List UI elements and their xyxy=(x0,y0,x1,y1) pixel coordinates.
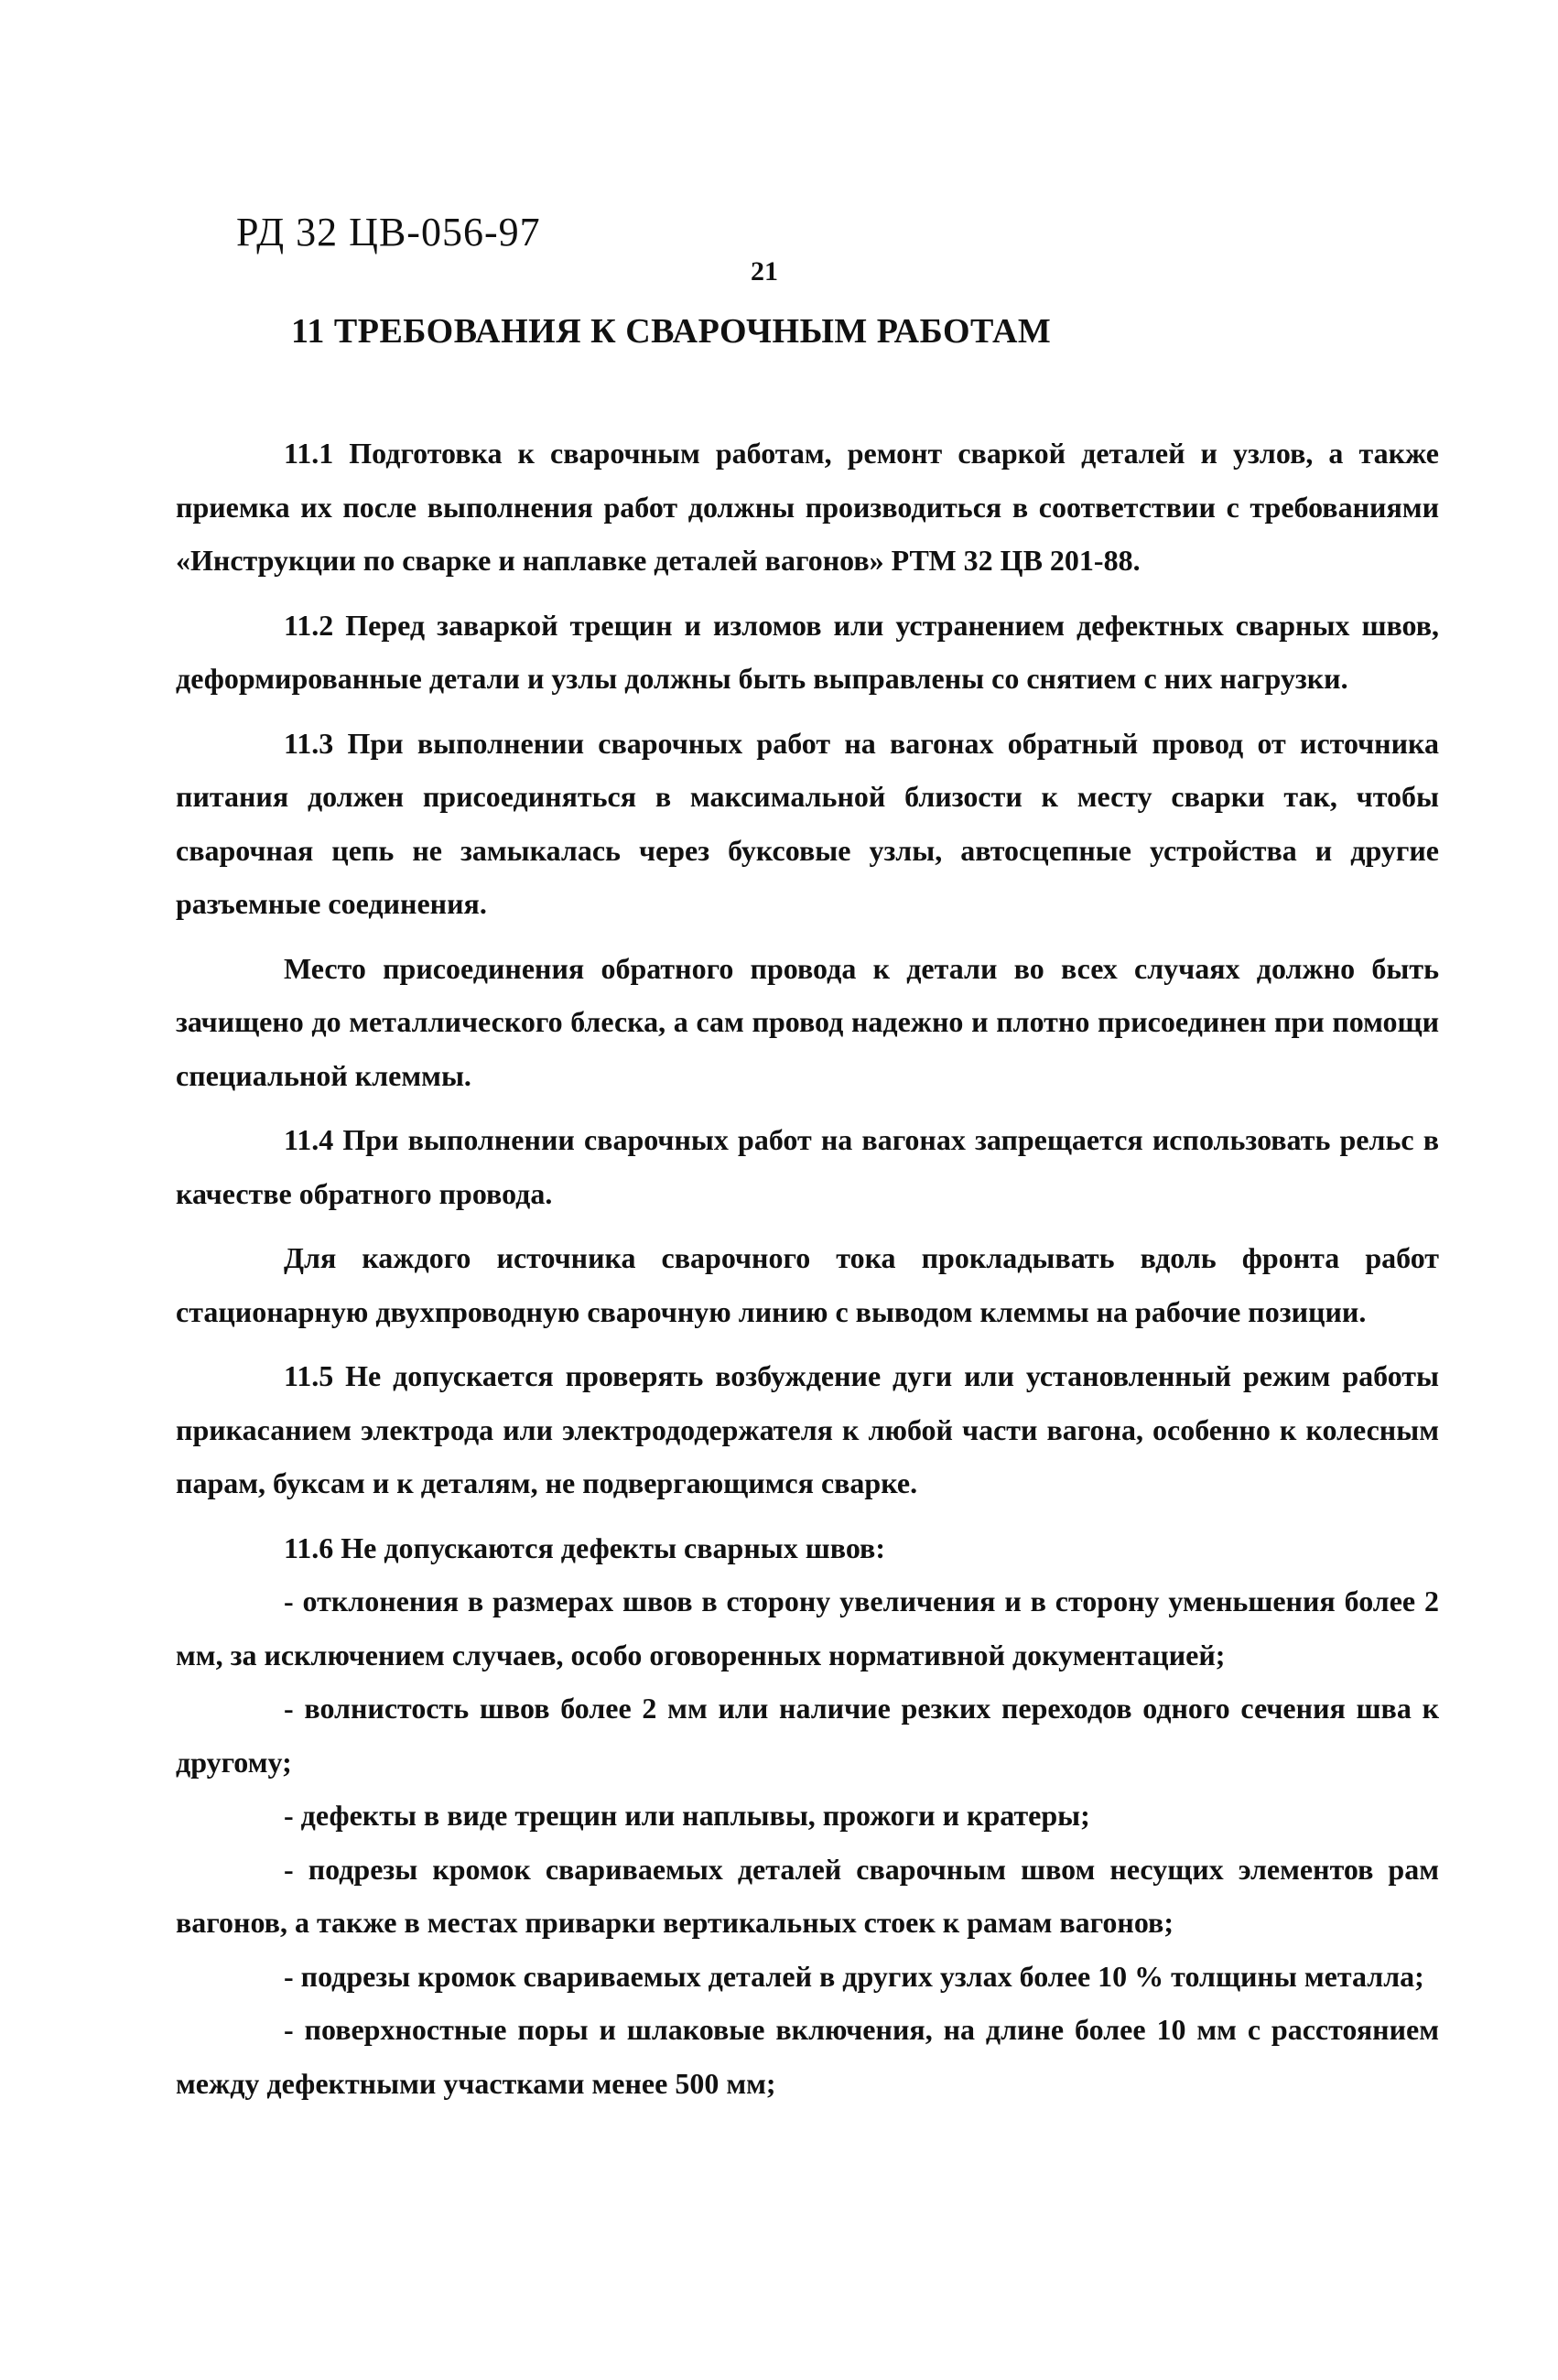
paragraph-11-3: 11.3 При выполнении сварочных работ на вагонах обратный провод от источника питания должен присоединяться в максимальной близости к месту сварки так, чтобы сварочная цепь не замыкалась через буксовые узлы, автосцепные устройства и другие разъемные соединения. xyxy=(176,726,1439,920)
list-item: - дефекты в виде трещин или наплывы, прожоги и кратеры; xyxy=(284,1799,1090,1832)
paragraph-11-3-continued: Место присоединения обратного провода к детали во всех случаях должно быть зачищено до металлического блеска, а сам провод надежно и плотно присоединен при помощи специальной клеммы. xyxy=(176,951,1439,1092)
paragraph-11-2: 11.2 Перед заваркой трещин и изломов или устранением дефектных сварных швов, деформированные детали и узлы должны быть выправлены со снятием с них нагрузки. xyxy=(176,608,1439,695)
paragraph-11-5: 11.5 Не допускается проверять возбуждение дуги или установленный режим работы прикасанием электрода или электрододержателя к любой части вагона, особенно к колесным парам, буксам и к деталям, не подвергающимся сварке. xyxy=(176,1359,1439,1499)
list-item: - поверхностные поры и шлаковые включения, на длине более 10 мм с расстоянием между дефектными участками менее 500 мм; xyxy=(176,2013,1439,2100)
list-item: - отклонения в размерах швов в сторону увеличения и в сторону уменьшения более 2 мм, за исключением случаев, особо оговоренных нормативной документацией; xyxy=(176,1585,1439,1671)
paragraph-11-4: 11.4 При выполнении сварочных работ на вагонах запрещается использовать рельс в качестве обратного провода. xyxy=(176,1123,1439,1210)
document-body xyxy=(176,427,1439,2110)
paragraph-11-1: 11.1 Подготовка к сварочным работам, ремонт сваркой деталей и узлов, а также приемка их после выполнения работ должны производиться в соответствии с требованиями «Инструкции по сварке и наплавке деталей вагонов» РТМ 32 ЦВ 201-88. xyxy=(176,437,1439,577)
paragraph-11-6: 11.6 Не допускаются дефекты сварных швов: xyxy=(284,1531,885,1564)
list-item: - волнистость швов более 2 мм или наличие резких переходов одного сечения шва к другому; xyxy=(176,1692,1439,1779)
section-title: 11 ТРЕБОВАНИЯ К СВАРОЧНЫМ РАБОТАМ xyxy=(291,312,1052,351)
list-item: - подрезы кромок свариваемых деталей сварочным швом несущих элементов рам вагонов, а также в местах приварки вертикальных стоек к рамам вагонов; xyxy=(176,1852,1439,1939)
defects-list xyxy=(176,1574,1439,2110)
document-code: РД 32 ЦВ-056-97 xyxy=(236,210,541,254)
paragraph-11-4-continued: Для каждого источника сварочного тока прокладывать вдоль фронта работ стационарную двухпроводную сварочную линию с выводом клеммы на рабочие позиции. xyxy=(176,1241,1439,1328)
page-number: 21 xyxy=(751,256,778,287)
list-item: - подрезы кромок свариваемых деталей в других узлах более 10 % толщины металла; xyxy=(284,1959,1424,1993)
